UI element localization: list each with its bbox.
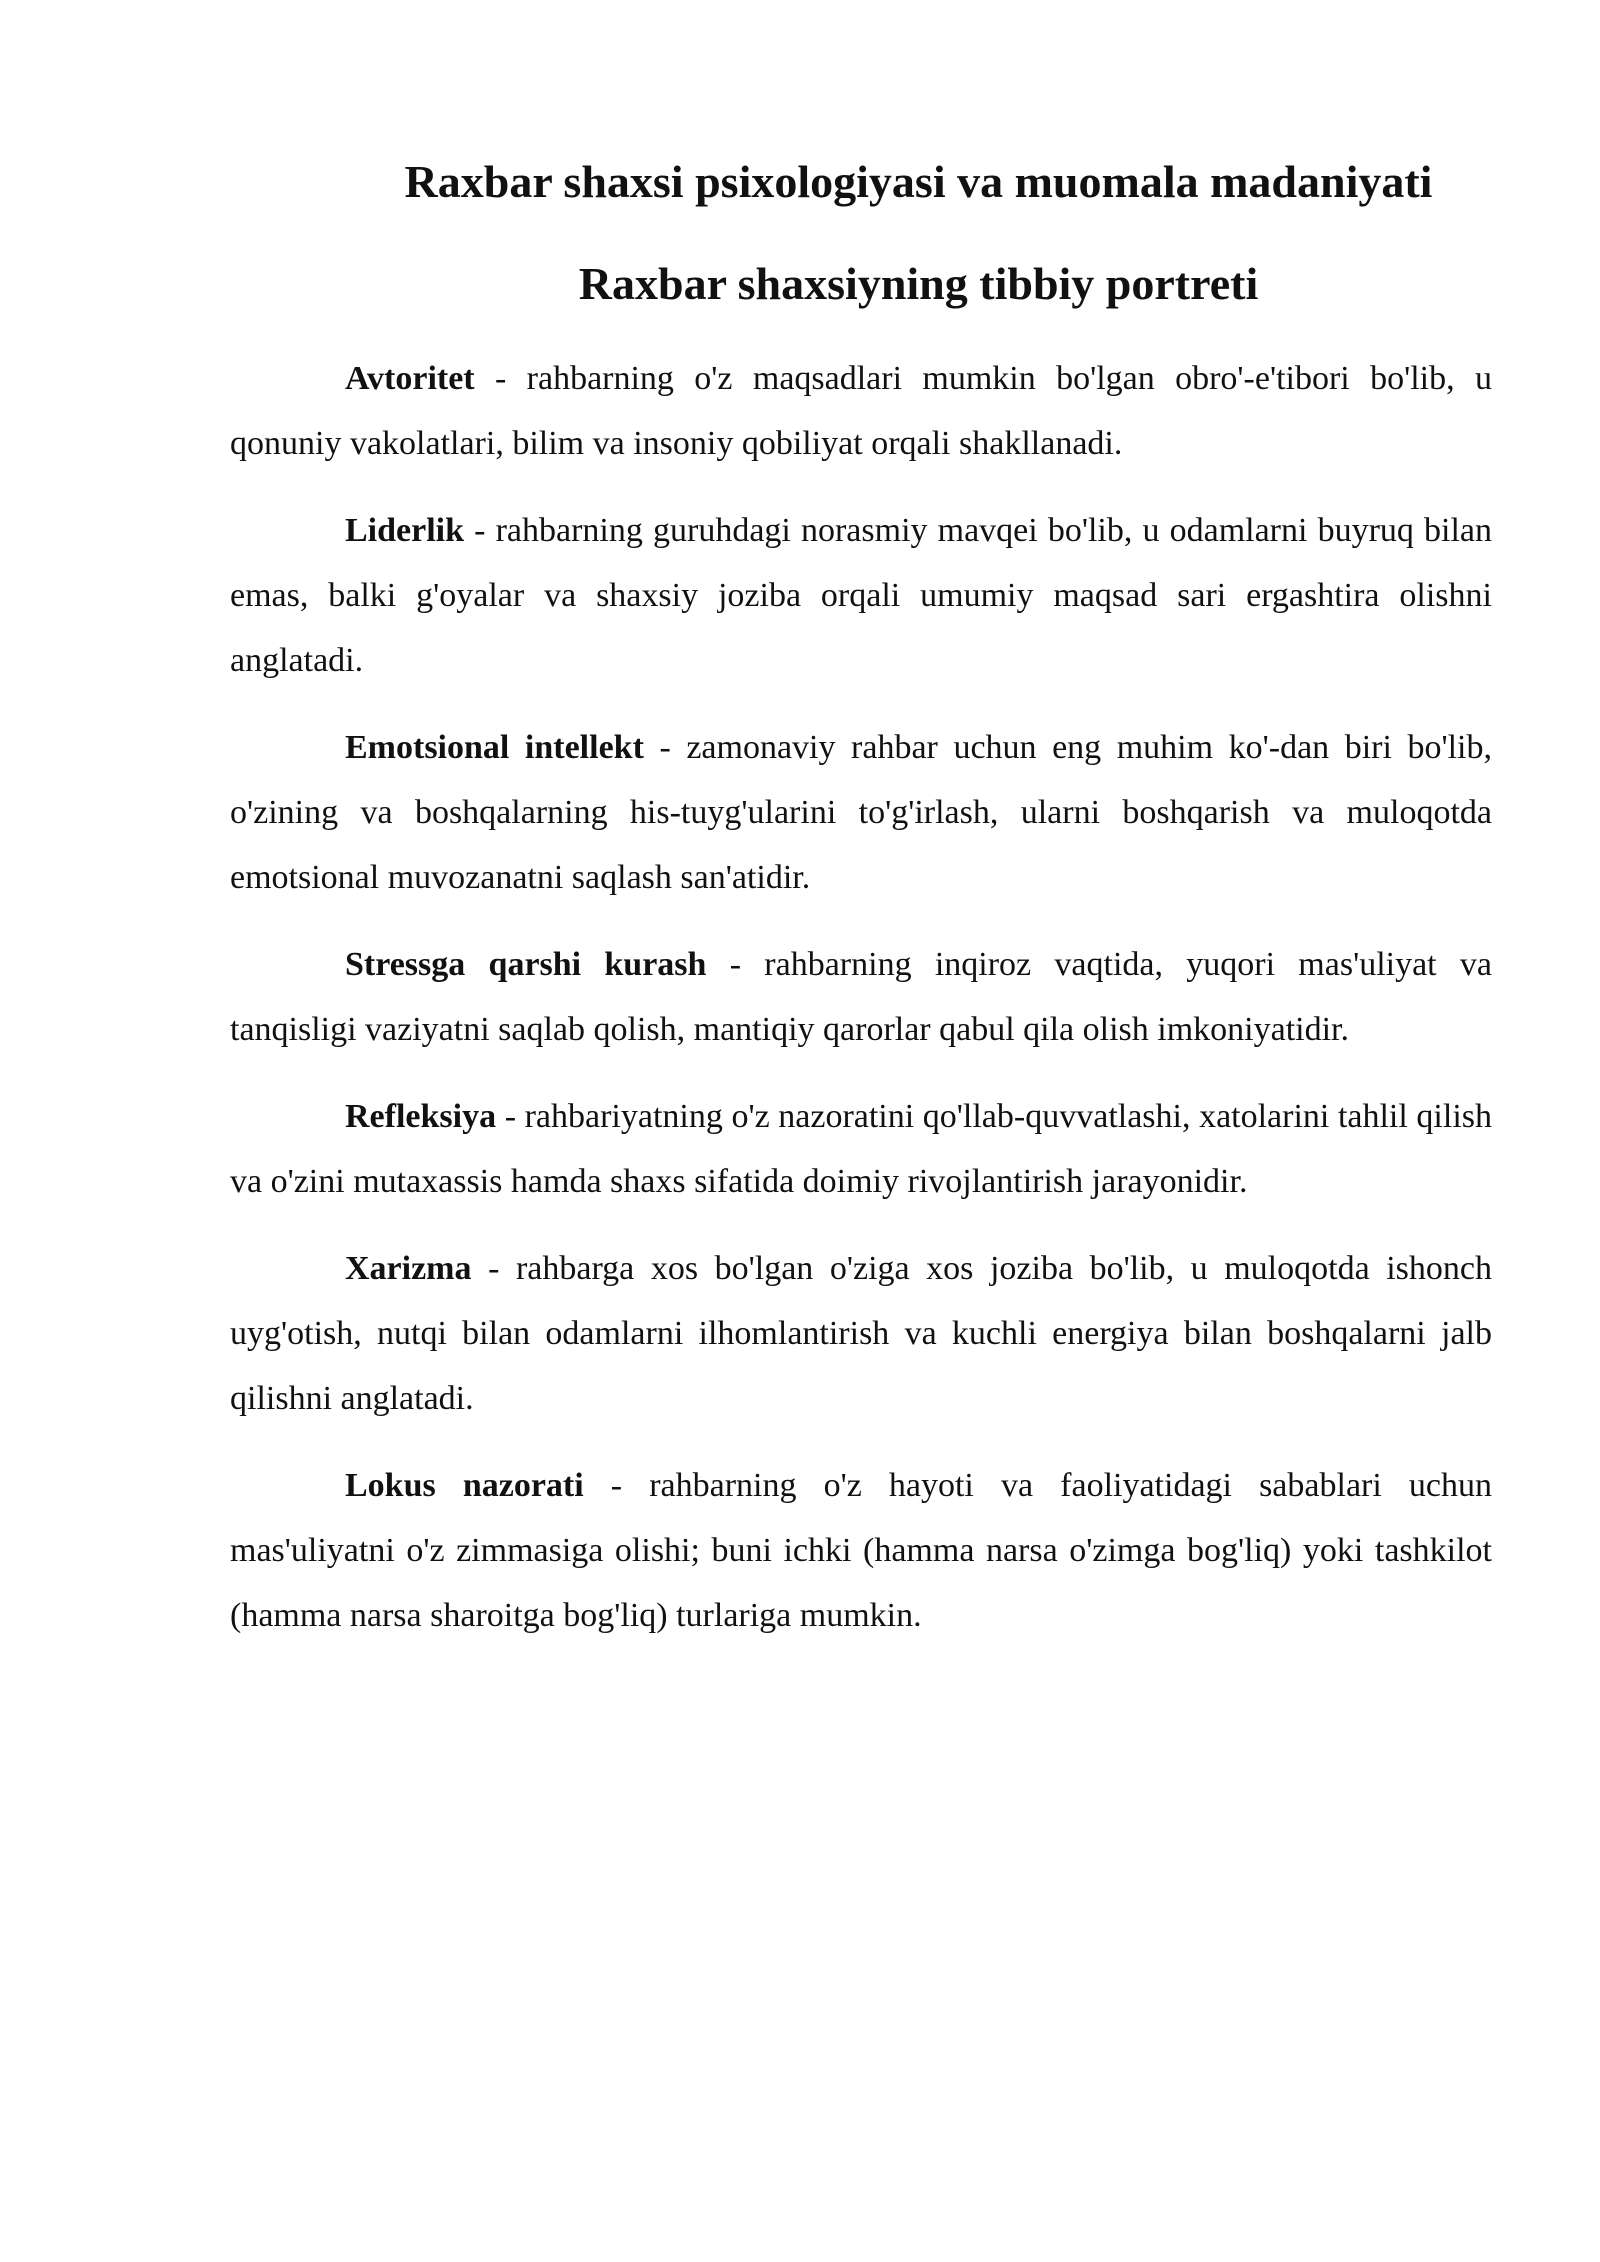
paragraph-xarizma (230, 1236, 1492, 1431)
definition-text: - rahbarning o'z hayoti va faoliyatidagi sabablari uchun mas'uliyatni o'z zimmasiga olishi; buni ichki (hamma narsa o'zimga bog'liq) yoki tashkilot (hamma narsa sharoitga bog'liq) turlariga mumkin. (230, 1467, 1492, 1634)
document-page (230, 150, 1492, 1670)
definition-text: - rahbariyatning o'z nazoratini qo'llab-quvvatlashi, xatolarini tahlil qilish va o'zini mutaxassis hamda shaxs sifatida doimiy rivojlantirish jarayonidir. (230, 1098, 1492, 1200)
paragraph-stressga-qarshi-kurash (230, 932, 1492, 1062)
document-subtitle: Raxbar shaxsiyning tibbiy portreti (578, 258, 1259, 309)
term-label: Refleksiya (345, 1098, 497, 1135)
term-label: Liderlik (345, 512, 465, 549)
term-label: Xarizma (345, 1250, 472, 1287)
definition-text: - rahbarga xos bo'lgan o'ziga xos joziba bo'lib, u muloqotda ishonch uyg'otish, nutqi bilan odamlarni ilhomlantirish va kuchli energiya bilan boshqalarni jalb qilishni anglatadi. (230, 1250, 1492, 1417)
term-label: Lokus nazorati (345, 1467, 584, 1504)
paragraph-lokus-nazorati (230, 1453, 1492, 1648)
definition-text: - rahbarning o'z maqsadlari mumkin bo'lgan obro'-e'tibori bo'lib, u qonuniy vakolatlari, bilim va insoniy qobiliyat orqali shakllanadi. (230, 360, 1492, 462)
definition-text: - zamonaviy rahbar uchun eng muhim ko'-dan biri bo'lib, o'zining va boshqalarning his-tuyg'ularini to'g'irlash, ularni boshqarish va muloqotda emotsional muvozanatni saqlash san'atidir. (230, 729, 1493, 896)
term-label: Stressga qarshi kurash (345, 946, 707, 983)
term-label: Emotsional intellekt (345, 729, 644, 766)
paragraph-emotsional-intellekt (230, 715, 1492, 910)
definition-text: - rahbarning guruhdagi norasmiy mavqei bo'lib, u odamlarni buyruq bilan emas, balki g'oyalar va shaxsiy joziba orqali umumiy maqsad sari ergashtira olishni anglatadi. (230, 512, 1492, 679)
paragraph-refleksiya (230, 1084, 1492, 1214)
document-title: Raxbar shaxsi psixologiyasi va muomala madaniyati (404, 156, 1433, 207)
paragraph-liderlik (230, 498, 1492, 693)
definition-text: - rahbarning inqiroz vaqtida, yuqori mas'uliyat va tanqisligi vaziyatni saqlab qolish, mantiqiy qarorlar qabul qila olish imkoniyatidir. (230, 946, 1492, 1048)
term-label: Avtoritet (345, 360, 475, 397)
paragraph-avtoritet (230, 346, 1492, 476)
